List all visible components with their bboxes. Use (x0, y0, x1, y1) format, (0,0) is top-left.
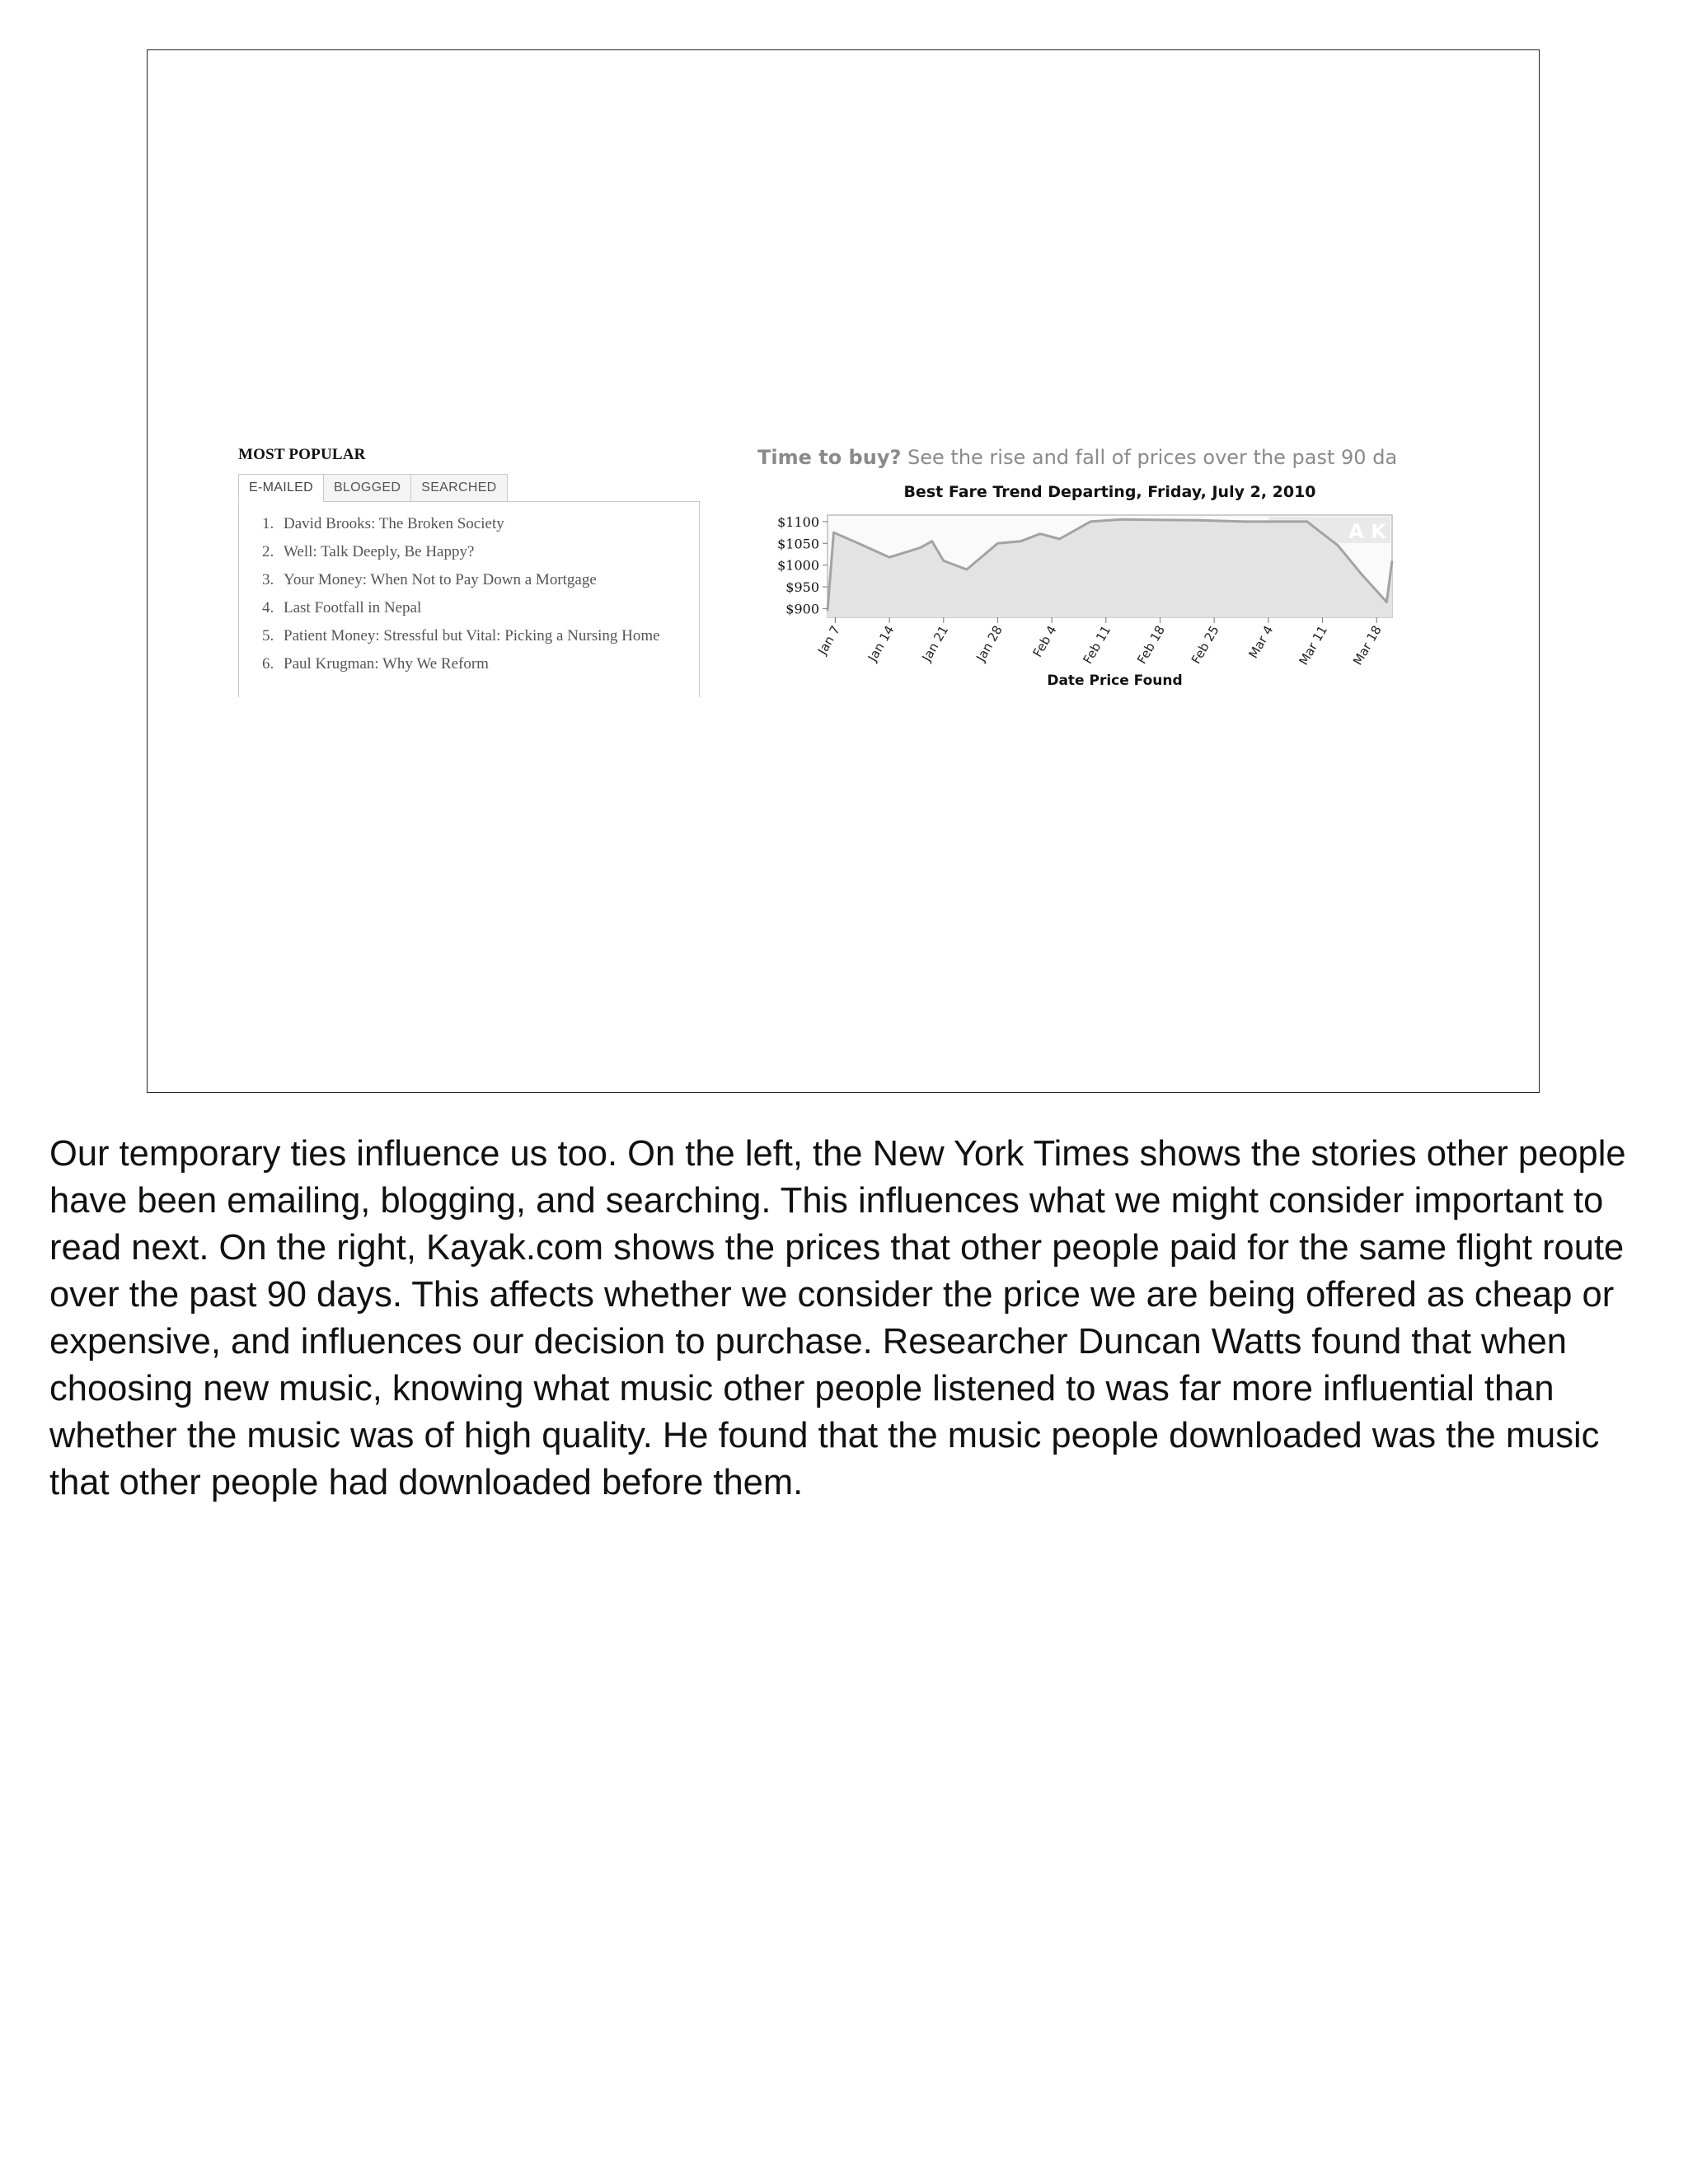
list-item-link[interactable]: Patient Money: Stressful but Vital: Picking a Nursing Home (284, 627, 660, 644)
list-item[interactable] (239, 541, 699, 562)
most-popular-title: MOST POPULAR (238, 446, 366, 463)
kayak-fare-widget (757, 446, 1549, 743)
slide-caption: Our temporary ties influence us too. On the left, the New York Times shows the stories other people have been emailing, blogging, and searching. This influences what we might consider important to read next. On the right, Kayak.com shows the prices that other people paid for the same flight route over the past 90 days. This affects whether we consider the price we are being offered as cheap or expensive, and influences our decision to purchase. Researcher Duncan Watts found that when choosing new music, knowing what music other people listened to was far more influential than whether the music was of high quality. He found that the music people downloaded was the music that other people had downloaded before them. (49, 1134, 1626, 1502)
most-popular-tabs (238, 474, 700, 502)
most-popular-list (239, 513, 699, 674)
list-item-number: 3. (262, 571, 274, 588)
list-item[interactable] (239, 598, 699, 618)
x-tick-label: Feb 25 (1188, 623, 1222, 667)
x-tick-label: Feb 18 (1134, 623, 1168, 667)
list-item-number: 4. (262, 599, 274, 616)
y-tick-label: $900 (785, 601, 819, 617)
list-item-number: 5. (262, 627, 274, 644)
slide-frame (147, 49, 1540, 1093)
list-item-link[interactable]: Paul Krugman: Why We Reform (284, 655, 489, 673)
list-item-link[interactable]: Last Footfall in Nepal (284, 599, 422, 616)
kayak-watermark: A K (1348, 520, 1386, 543)
x-tick-label: Jan 21 (919, 623, 952, 664)
list-item-link[interactable]: David Brooks: The Broken Society (284, 515, 504, 532)
x-tick-label: Feb 11 (1080, 623, 1114, 667)
list-item-number: 1. (262, 515, 274, 532)
x-tick-label: Jan 28 (973, 623, 1006, 664)
list-item-link[interactable]: Your Money: When Not to Pay Down a Mortgage (284, 571, 597, 588)
list-item-number: 6. (262, 655, 274, 673)
most-popular-widget (238, 446, 700, 697)
chart-title: Best Fare Trend Departing, Friday, July 2, 2010 (903, 483, 1316, 501)
most-popular-panel (238, 501, 700, 697)
fare-trend-chart (757, 446, 1549, 743)
list-item[interactable] (239, 569, 699, 590)
list-item[interactable] (239, 626, 699, 646)
x-axis-label: Date Price Found (1047, 673, 1183, 689)
x-tick-label: Mar 4 (1245, 623, 1277, 661)
x-tick-label: Feb 4 (1029, 623, 1060, 660)
y-tick-label: $1050 (777, 536, 819, 552)
tab-emailed[interactable]: E-MAILED (238, 474, 324, 502)
x-tick-label: Jan 7 (814, 623, 843, 658)
list-item-number: 2. (262, 543, 274, 560)
kayak-headline-bold: Time to buy? (757, 446, 902, 469)
y-tick-label: $1100 (777, 513, 819, 530)
kayak-headline-rest: See the rise and fall of prices over the past 90 da (901, 446, 1398, 469)
list-item[interactable] (239, 513, 699, 534)
y-tick-label: $950 (785, 579, 819, 596)
x-tick-label: Mar 18 (1350, 623, 1385, 668)
x-tick-label: Jan 14 (865, 623, 898, 664)
tab-searched[interactable]: SEARCHED (410, 474, 507, 502)
list-item-link[interactable]: Well: Talk Deeply, Be Happy? (284, 543, 475, 560)
y-tick-label: $1000 (777, 557, 819, 574)
tab-blogged[interactable]: BLOGGED (323, 474, 411, 502)
list-item[interactable] (239, 654, 699, 674)
x-tick-label: Mar 11 (1296, 623, 1331, 668)
